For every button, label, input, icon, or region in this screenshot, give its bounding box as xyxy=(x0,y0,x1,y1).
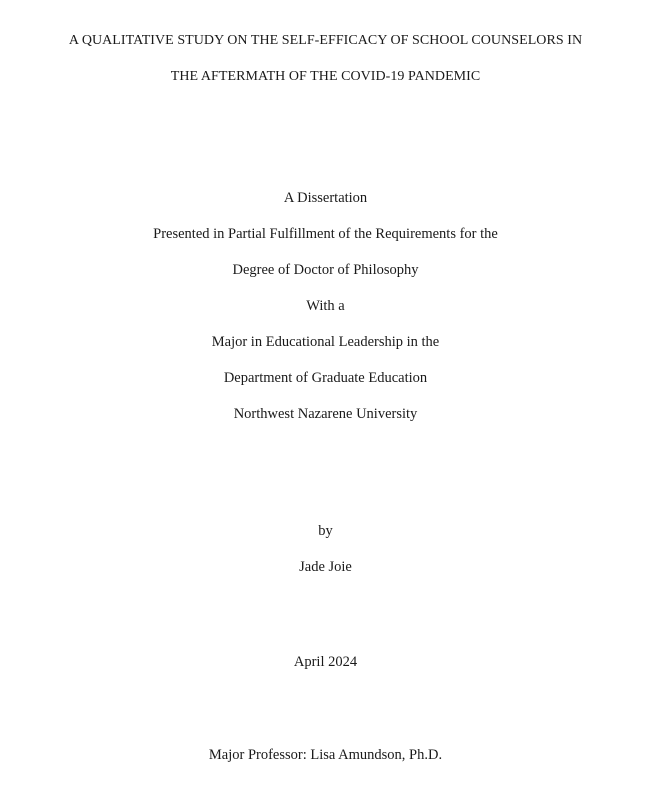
major-professor: Major Professor: Lisa Amundson, Ph.D. xyxy=(208,747,443,763)
description-line-1: A Dissertation xyxy=(283,190,368,206)
date: April 2024 xyxy=(293,654,358,670)
by-label: by xyxy=(318,523,333,539)
description-line-6: Department of Graduate Education xyxy=(223,370,428,386)
title-line-1: A QUALITATIVE STUDY ON THE SELF-EFFICACY OF SCHOOL COUNSELORS IN xyxy=(68,33,583,48)
title-line-2: THE AFTERMATH OF THE COVID-19 PANDEMIC xyxy=(170,69,481,84)
description-line-2: Presented in Partial Fulfillment of the Requirements for the xyxy=(153,226,498,242)
description-line-7: Northwest Nazarene University xyxy=(233,406,418,422)
description-line-5: Major in Educational Leadership in the xyxy=(211,334,440,350)
description-line-3: Degree of Doctor of Philosophy xyxy=(232,262,419,278)
author-name: Jade Joie xyxy=(299,559,352,575)
description-line-4: With a xyxy=(306,298,345,314)
